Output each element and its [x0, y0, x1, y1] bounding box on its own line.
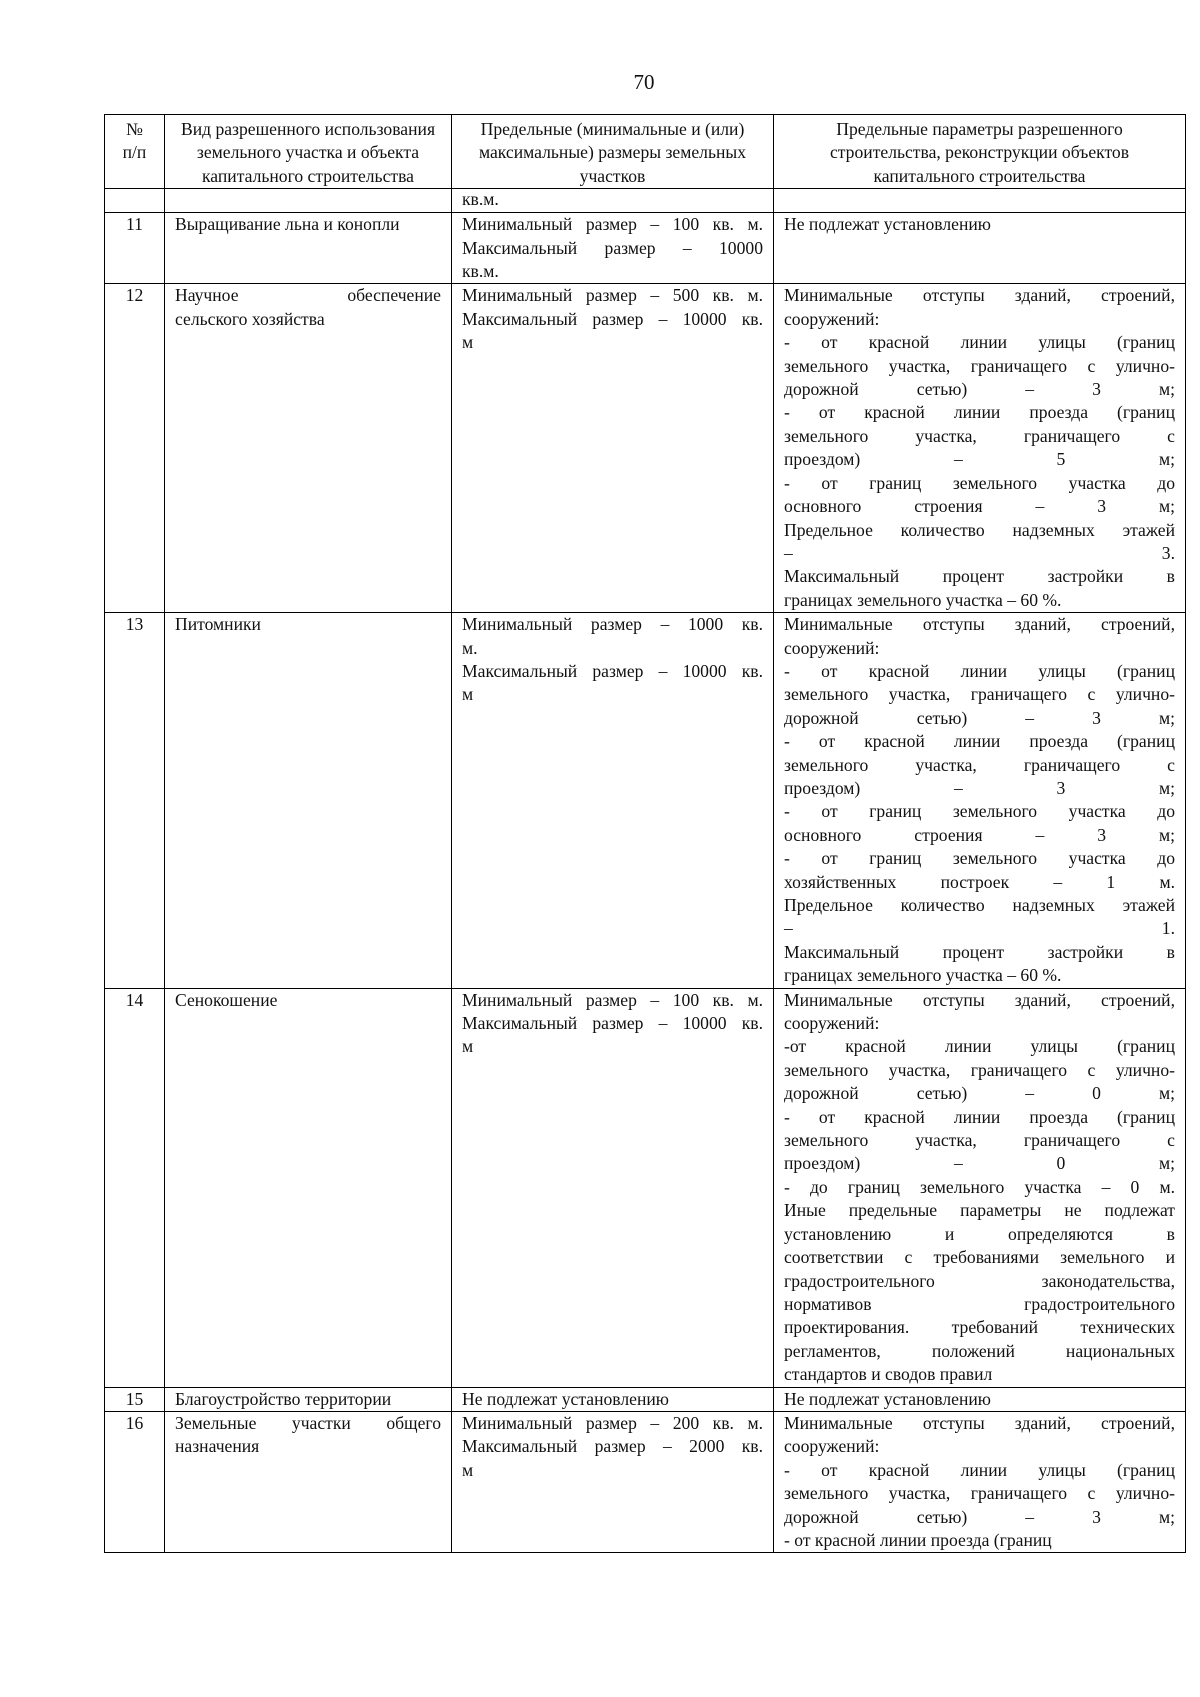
text-line: установлению и определяются в [784, 1223, 1175, 1244]
use-type-cell [165, 284, 452, 613]
text-line: Минимальные отступы зданий, строений, [784, 285, 1175, 306]
construction-params-cell [774, 988, 1186, 1387]
text-line: Минимальный размер – 500 кв. м. [462, 285, 763, 306]
text-line: земельного участка, граничащего с [784, 425, 1175, 446]
text-line: земельного участка, граничащего с улично- [784, 1483, 1175, 1504]
header-number-abbrev: п/п [122, 142, 147, 163]
text-line: Минимальные отступы зданий, строений, [784, 1412, 1175, 1433]
construction-params-cell: Не подлежат установлению [774, 1387, 1186, 1411]
row-number: 15 [105, 1387, 165, 1411]
construction-params-cell [774, 613, 1186, 989]
table-row [105, 213, 1186, 284]
continuation-size-cell: кв.м. [452, 189, 774, 213]
text-line: – 1. [784, 918, 1175, 939]
text-line: хозяйственных построек – 1 м. [784, 871, 1175, 892]
text-line: дорожной сетью) – 0 м; [784, 1083, 1175, 1104]
table-row [105, 613, 1186, 989]
land-size-cell [452, 1411, 774, 1552]
table-row [105, 284, 1186, 613]
text-line: основного строения – 3 м; [784, 824, 1175, 845]
row-number: 16 [105, 1411, 165, 1552]
text-line: Минимальный размер – 100 кв. м. [462, 214, 763, 235]
header-number [105, 115, 165, 189]
header-number-symbol: № [126, 119, 143, 139]
text-line: земельного участка, граничащего с [784, 1130, 1175, 1151]
text-line: границах земельного участка – 60 %. [784, 589, 1062, 610]
text-line: - от красной линии улицы (границ [784, 660, 1175, 681]
text-line: - до границ земельного участка – 0 м. [784, 1176, 1175, 1197]
text-line: стандартов и сводов правил [784, 1364, 993, 1385]
text-line: м [462, 684, 474, 705]
land-size-cell: Не подлежат установлению [452, 1387, 774, 1411]
text-line: - от красной линии улицы (границ [784, 332, 1175, 353]
text-line: - от границ земельного участка до [784, 848, 1175, 869]
text-line: регламентов, положений национальных [784, 1340, 1175, 1361]
text-line: Иные предельные параметры не подлежат [784, 1200, 1175, 1221]
row-number: 13 [105, 613, 165, 989]
text-line: земельного участка, граничащего с улично- [784, 684, 1175, 705]
text-line: проектирования. требований технических [784, 1317, 1175, 1338]
text-line: Земельные участки общего [175, 1412, 441, 1433]
text-line: кв.м. [462, 261, 499, 282]
text-line: сооружений: [784, 308, 880, 329]
text-line: Научное обеспечение [175, 285, 441, 306]
text-line: м [462, 332, 474, 353]
continuation-row [105, 189, 1186, 213]
text-line: Предельное количество надземных этажей [784, 895, 1175, 915]
text-line: Максимальный размер – 10000 кв. [462, 660, 763, 681]
text-line: Максимальный размер – 10000 кв. [462, 308, 763, 329]
text-line: сооружений: [784, 1013, 880, 1034]
table-row [105, 1387, 1186, 1411]
text-line: проездом) – 0 м; [784, 1153, 1175, 1174]
land-size-cell [452, 613, 774, 989]
construction-params-cell [774, 284, 1186, 613]
text-line: Максимальный размер – 2000 кв. [462, 1436, 763, 1457]
use-type-cell: Благоустройство территории [165, 1387, 452, 1411]
construction-params-cell [774, 1411, 1186, 1552]
text-line: дорожной сетью) – 3 м; [784, 707, 1175, 728]
row-number: 11 [105, 213, 165, 284]
text-line: - от границ земельного участка до [784, 801, 1175, 822]
text-line: -от красной линии улицы (границ [784, 1036, 1175, 1057]
text-line: Минимальный размер – 100 кв. м. [462, 989, 763, 1010]
text-line: Минимальные отступы зданий, строений, [784, 614, 1175, 635]
text-line: – 3. [784, 542, 1175, 563]
table-row [105, 1411, 1186, 1552]
page-number: 70 [633, 70, 655, 94]
text-line: - от границ земельного участка до [784, 472, 1175, 493]
header-land-size: Предельные (минимальные и (или) максимальные) размеры земельных участков [452, 115, 774, 189]
text-line: проездом) – 3 м; [784, 777, 1175, 798]
text-line: - от красной линии проезда (границ [784, 731, 1175, 752]
text-line: Минимальный размер – 1000 кв. [462, 614, 763, 635]
text-line: м [462, 1036, 474, 1057]
text-line: м [462, 1459, 474, 1480]
table-header-row [105, 115, 1186, 189]
text-line: дорожной сетью) – 3 м; [784, 1506, 1175, 1527]
construction-params-cell: Не подлежат установлению [774, 213, 1186, 284]
text-line: Минимальные отступы зданий, строений, [784, 989, 1175, 1010]
land-size-cell [452, 988, 774, 1387]
land-size-cell [452, 284, 774, 613]
continuation-number-cell [105, 189, 165, 213]
text-line: градостроительного законодательства, [784, 1270, 1175, 1291]
text-line: сооружений: [784, 637, 880, 658]
land-use-table [104, 114, 1186, 1553]
text-line: м. [462, 637, 478, 658]
use-type-cell: Выращивание льна и конопли [165, 213, 452, 284]
use-type-cell: Питомники [165, 613, 452, 989]
text-line: - от красной линии проезда (границ [784, 1529, 1052, 1550]
header-construction-params: Предельные параметры разрешенного строительства, реконструкции объектов капитального строительства [774, 115, 1186, 189]
text-line: сооружений: [784, 1436, 880, 1457]
continuation-use-cell [165, 189, 452, 213]
text-line: Минимальный размер – 200 кв. м. [462, 1412, 763, 1433]
text-line: нормативов градостроительного [784, 1293, 1175, 1314]
text-line: основного строения – 3 м; [784, 496, 1175, 517]
text-line: дорожной сетью) – 3 м; [784, 379, 1175, 400]
text-line: - от красной линии проезда (границ [784, 402, 1175, 423]
use-type-cell [165, 1411, 452, 1552]
text-line: Максимальный размер – 10000 кв. [462, 1013, 763, 1034]
text-line: Максимальный процент застройки в [784, 941, 1175, 962]
text-line: сельского хозяйства [175, 308, 325, 329]
text-line: Максимальный размер – 10000 [462, 237, 763, 258]
use-type-cell: Сенокошение [165, 988, 452, 1387]
text-line: соответствии с требованиями земельного и [784, 1247, 1175, 1268]
text-line: земельного участка, граничащего с улично- [784, 355, 1175, 376]
text-line: - от красной линии улицы (границ [784, 1459, 1175, 1480]
land-size-cell [452, 213, 774, 284]
text-line: границах земельного участка – 60 %. [784, 965, 1062, 986]
text-line: земельного участка, граничащего с улично- [784, 1059, 1175, 1080]
table-row [105, 988, 1186, 1387]
text-line: земельного участка, граничащего с [784, 754, 1175, 775]
text-line: назначения [175, 1436, 260, 1457]
text-line: проездом) – 5 м; [784, 449, 1175, 470]
row-number: 12 [105, 284, 165, 613]
continuation-params-cell [774, 189, 1186, 213]
text-line: - от красной линии проезда (границ [784, 1106, 1175, 1127]
text-line: Предельное количество надземных этажей [784, 519, 1175, 540]
header-use-type: Вид разрешенного использования земельного участка и объекта капитального строительства [165, 115, 452, 189]
text-line: Максимальный процент застройки в [784, 566, 1175, 587]
row-number: 14 [105, 988, 165, 1387]
